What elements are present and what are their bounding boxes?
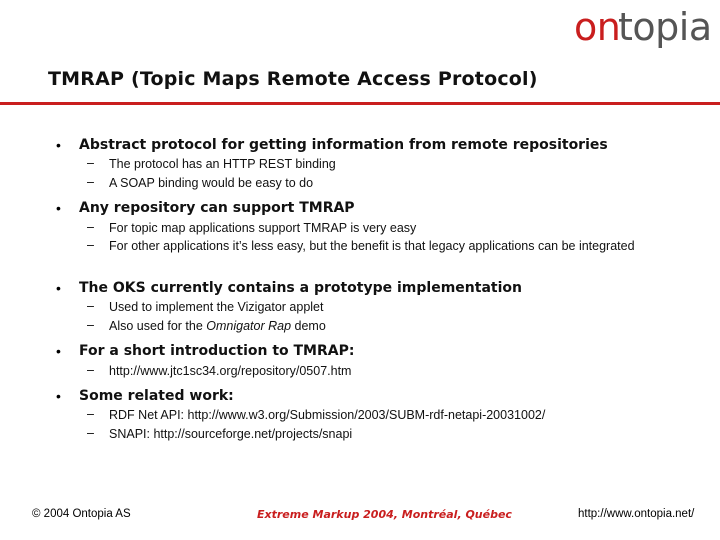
bullet-marker: • xyxy=(56,280,61,296)
omnigator-rap-italic: Omnigator Rap xyxy=(206,319,292,333)
logo-text-on: on xyxy=(574,5,621,49)
ontopia-logo-graphic xyxy=(574,2,712,54)
bullet-marker: • xyxy=(56,388,61,404)
sub-bullet-text: For other applications it’s less easy, but the benefit is that legacy applications can be integrated xyxy=(109,239,635,253)
sub-bullet-text: For topic map applications support TMRAP is very easy xyxy=(109,221,417,235)
sub-bullet-text: A SOAP binding would be easy to do xyxy=(109,176,314,190)
sub-bullet-text: Used to implement the Vizigator applet xyxy=(109,300,324,314)
sub-bullet-dash: – xyxy=(87,407,94,421)
bullet-text: Some related work: xyxy=(79,388,234,404)
bullet-text: Any repository can support TMRAP xyxy=(79,200,355,216)
sub-bullet-dash: – xyxy=(87,363,94,377)
bullet-text: Abstract protocol for getting information from remote repositories xyxy=(79,137,608,153)
sub-bullet-dash: – xyxy=(87,238,94,252)
title-divider xyxy=(0,102,720,105)
sub-bullet-dash: – xyxy=(87,220,94,234)
footer-event xyxy=(257,508,512,521)
sub-bullet-dash: – xyxy=(87,299,94,313)
sub-bullet-dash: – xyxy=(87,156,94,170)
ontopia-logo xyxy=(574,2,712,54)
footer-copyright: © 2004 Ontopia AS xyxy=(32,508,131,520)
slide-title: TMRAP (Topic Maps Remote Access Protocol) xyxy=(48,68,538,90)
sub-bullet-dash: – xyxy=(87,318,94,332)
sub-bullet-text-suffix: demo xyxy=(291,319,326,333)
sub-bullet-dash: – xyxy=(87,175,94,189)
sub-bullet-text: RDF Net API: http://www.w3.org/Submission/2003/SUBM-rdf-netapi-20031002/ xyxy=(109,408,546,422)
bullet-marker: • xyxy=(56,200,61,216)
sub-bullet-text xyxy=(109,318,326,334)
sub-bullet-text: http://www.jtc1sc34.org/repository/0507.htm xyxy=(109,364,352,378)
bullet-text: The OKS currently contains a prototype implementation xyxy=(79,280,522,296)
logo-text-topia: topia xyxy=(618,5,712,49)
sub-bullet-text-prefix: Also used for the xyxy=(109,319,207,333)
bullet-text: For a short introduction to TMRAP: xyxy=(79,343,355,359)
sub-bullet-text: The protocol has an HTTP REST binding xyxy=(109,157,336,171)
bullet-marker: • xyxy=(56,137,61,153)
footer-event-text: Extreme Markup 2004, Montréal, Québec xyxy=(257,508,512,521)
footer-url[interactable]: http://www.ontopia.net/ xyxy=(578,508,695,520)
sub-bullet-text: SNAPI: http://sourceforge.net/projects/snapi xyxy=(109,427,353,441)
sub-bullet-dash: – xyxy=(87,426,94,440)
bullet-marker: • xyxy=(56,343,61,359)
